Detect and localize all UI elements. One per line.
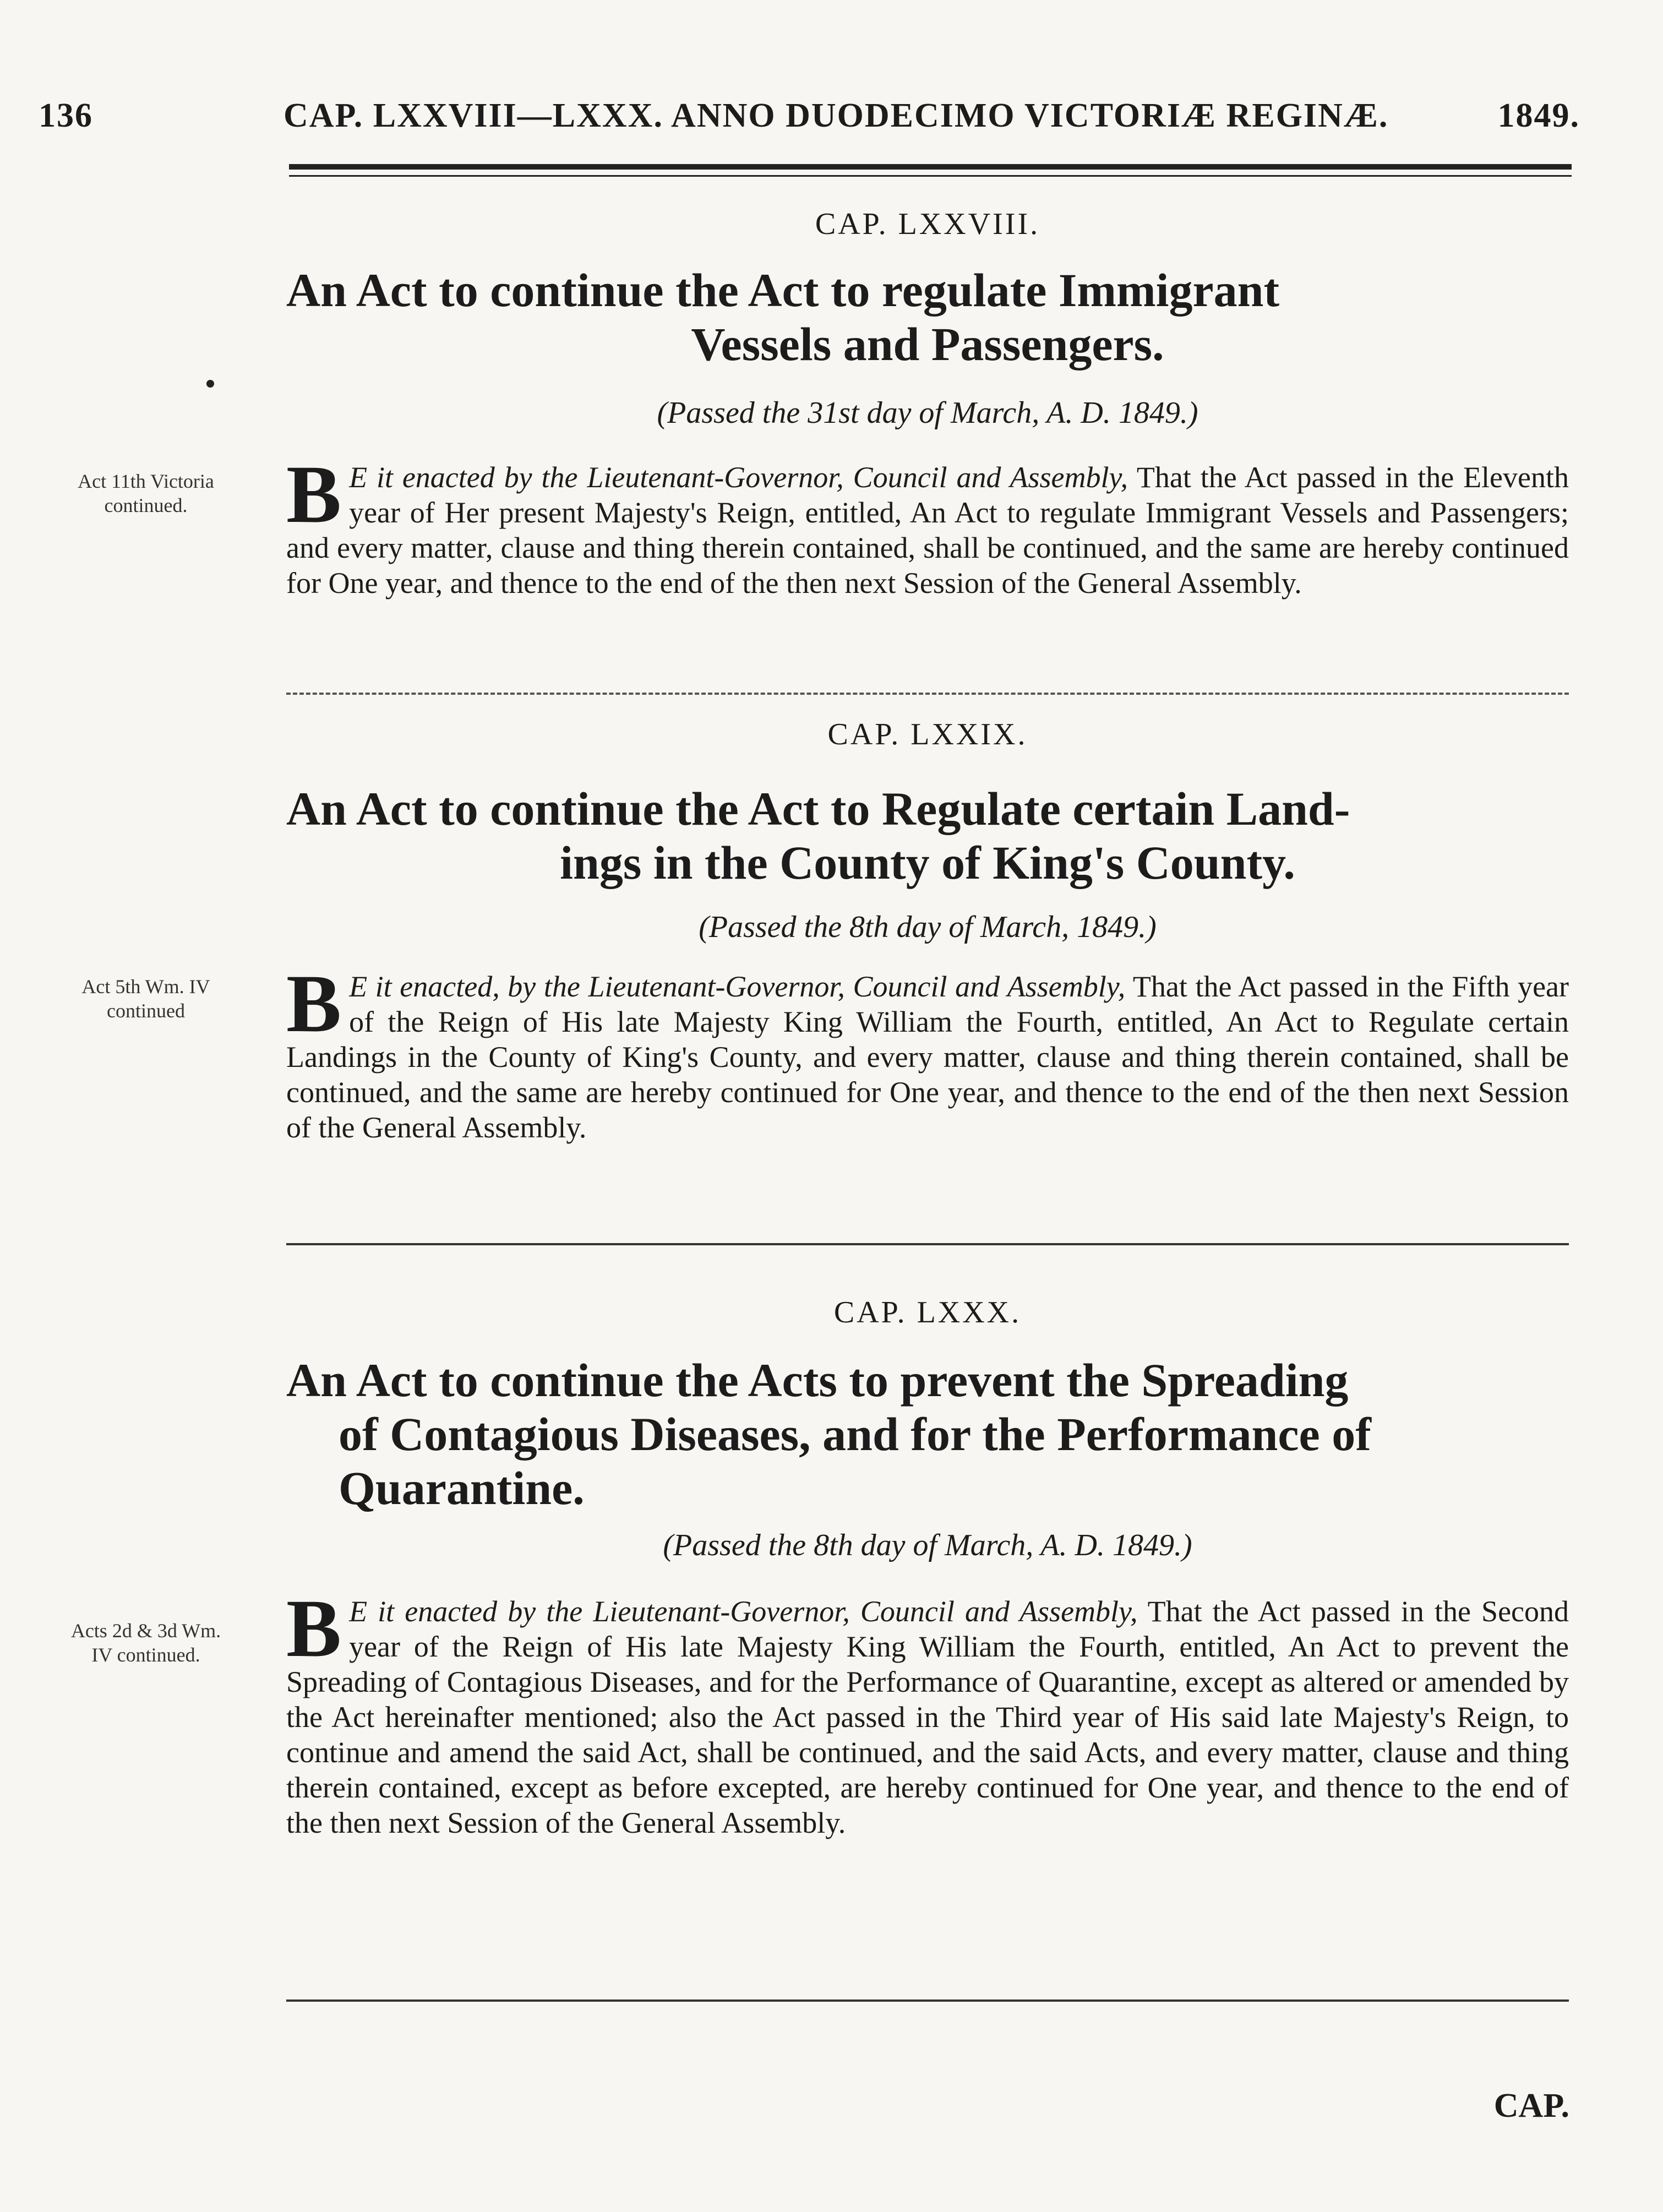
- running-head-title: CAP. LXXVIII—LXXX. ANNO DUODECIMO VICTORIÆ REGINÆ.: [283, 97, 1389, 134]
- catchword: CAP.: [1493, 2087, 1569, 2124]
- margin-note-line: Act 11th Victoria: [78, 470, 214, 492]
- act-title-line: Vessels and Passengers.: [691, 318, 1164, 371]
- act-title: [286, 782, 1569, 890]
- section-divider: [286, 1999, 1569, 2002]
- margin-note-line: Acts 2d & 3d Wm.: [70, 1620, 221, 1642]
- act-body: [286, 1583, 1569, 1840]
- passed-date: (Passed the 31st day of March, A. D. 1849.): [657, 396, 1198, 430]
- page-number: 136: [39, 97, 93, 134]
- enacting-clause: E it enacted by the Lieutenant-Governor, Council and Assembly,: [349, 1595, 1138, 1628]
- act-title-line: Quarantine.: [339, 1462, 585, 1514]
- margin-note: [39, 1619, 253, 1667]
- body-text: That the Act passed in the Second year of the Reign of His late Majesty King William the Fourth, entitled, An Act to prevent the Spreading of Contagious Diseases, and for the Performance of Quarantine, except as altered or amended by the Act hereinafter mentioned; also the Act passed in the Third year of His said late Majesty's Reign, to continue and amend the said Act, shall be continued, and the said Acts, and every matter, clause and thing therein contained, except as before excepted, are hereby continued for One year, and thence to the end of the then next Session of the General Assembly.: [286, 1595, 1569, 1839]
- act-body: [286, 958, 1569, 1145]
- section-divider: [286, 693, 1569, 695]
- drop-cap: B: [286, 449, 342, 540]
- enacting-clause: E it enacted, by the Lieutenant-Governor, Council and Assembly,: [349, 970, 1126, 1003]
- header-rule-thin: [289, 175, 1572, 177]
- running-head: [39, 96, 1580, 146]
- margin-note-line: continued.: [104, 494, 188, 516]
- act-title-line: An Act to continue the Acts to prevent the Spreading: [286, 1354, 1349, 1407]
- ink-speck: [206, 380, 214, 388]
- body-text: That the Act passed in the Fifth year of the Reign of His late Majesty King William the Fourth, entitled, An Act to Regulate certain Landings in the County of King's County, and every matter, clause and thing therein contained, shall be continued, and the same are hereby continued for One year, and thence to the end of the then next Session of the General Assembly.: [286, 970, 1569, 1144]
- margin-note-line: IV continued.: [91, 1644, 200, 1666]
- act-body: [286, 449, 1569, 601]
- drop-cap: B: [286, 958, 342, 1049]
- act-title-line: An Act to continue the Act to Regulate certain Land-: [286, 782, 1350, 835]
- body-text: That the Act passed in the Eleventh year of Her present Majesty's Reign, entitled, An Act to regulate Immigrant Vessels and Passengers; and every matter, clause and thing therein contained, shall be continued, and the same are hereby continued for One year, and thence to the end of the then next Session of the General Assembly.: [286, 461, 1569, 600]
- chapter-number: CAP. LXXIX.: [827, 717, 1028, 751]
- chapter-number: CAP. LXXX.: [833, 1295, 1022, 1330]
- margin-note: [39, 974, 253, 1023]
- header-rule: [289, 164, 1572, 170]
- act-title: [286, 263, 1569, 371]
- section-divider: [286, 1243, 1569, 1245]
- drop-cap: B: [286, 1583, 342, 1674]
- act-title: [286, 1353, 1569, 1515]
- passed-date: (Passed the 8th day of March, A. D. 1849.): [663, 1528, 1192, 1562]
- act-title-line: ings in the County of King's County.: [560, 836, 1295, 889]
- act-title-line: An Act to continue the Act to regulate Immigrant: [286, 264, 1280, 317]
- act-title-line: of Contagious Diseases, and for the Performance of: [339, 1408, 1371, 1461]
- running-head-year: 1849.: [1497, 97, 1580, 134]
- chapter-number: CAP. LXXVIII.: [815, 207, 1040, 241]
- enacting-clause: E it enacted by the Lieutenant-Governor, Council and Assembly,: [349, 461, 1128, 494]
- margin-note: [39, 469, 253, 517]
- margin-note-line: continued: [107, 1000, 185, 1022]
- passed-date: (Passed the 8th day of March, 1849.): [699, 910, 1157, 944]
- margin-note-line: Act 5th Wm. IV: [81, 976, 210, 998]
